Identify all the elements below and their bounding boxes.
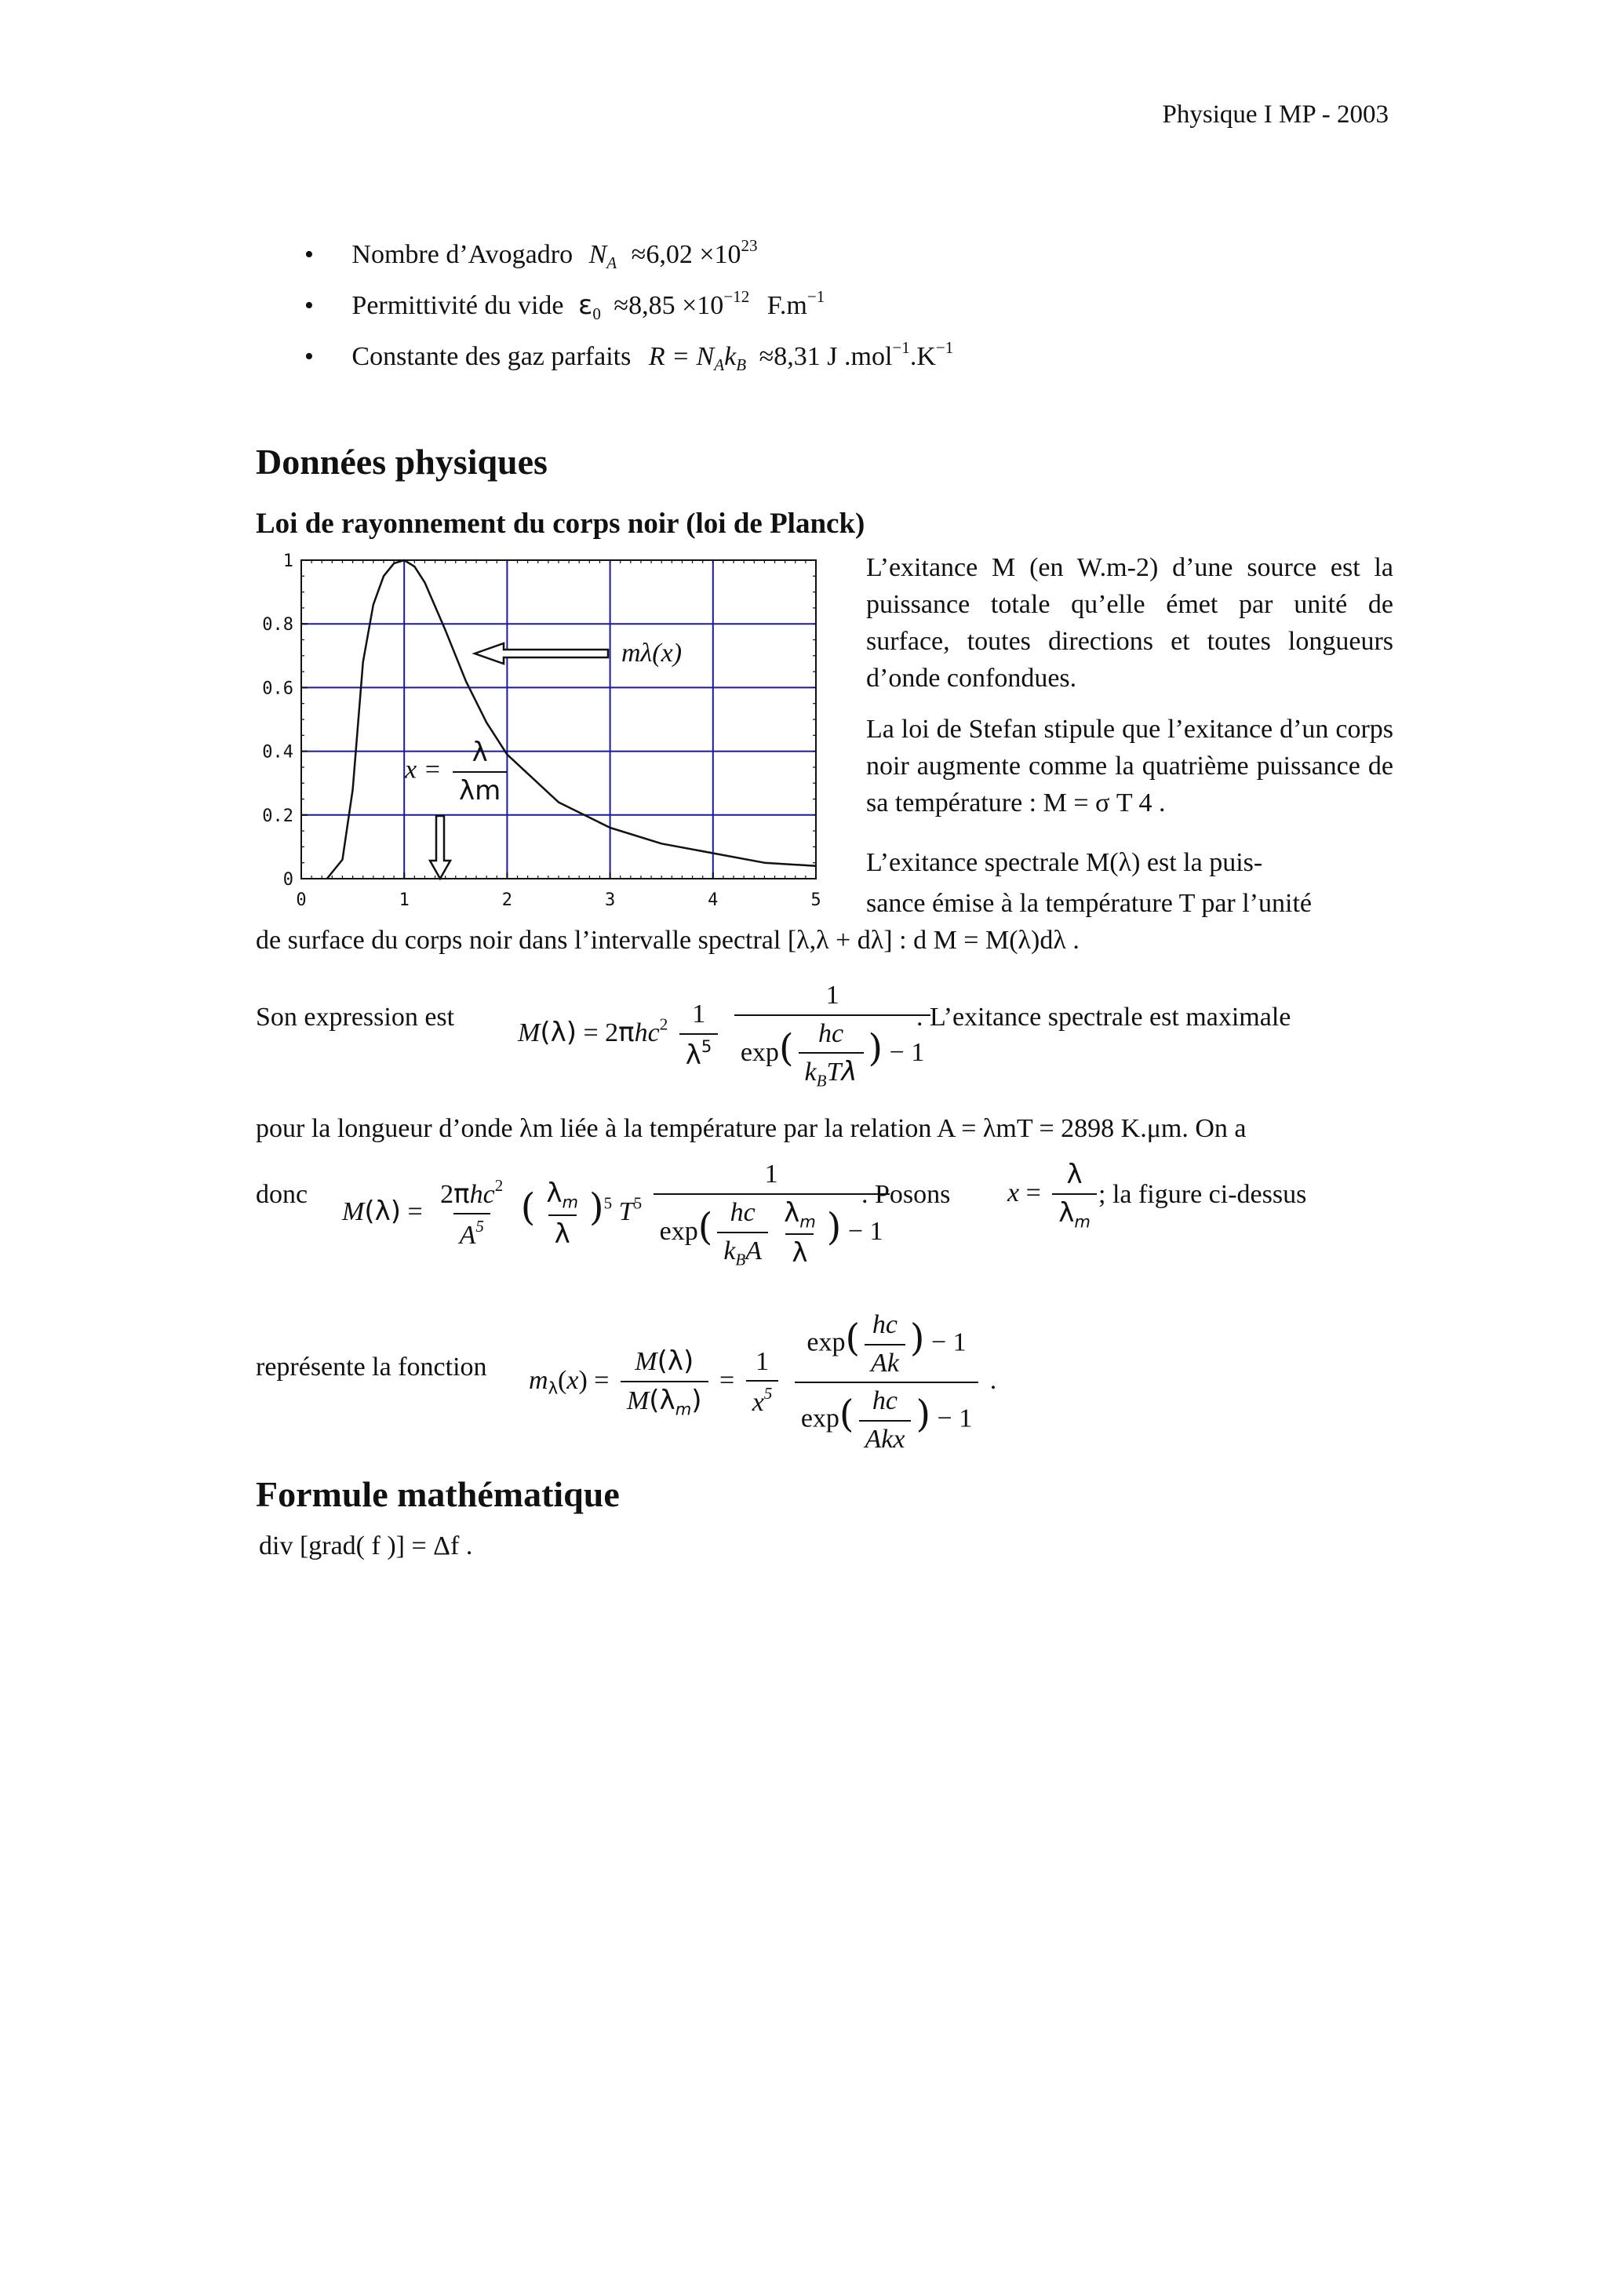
constant-gas: • Constante des gaz parfaits $R = N_Ak_B \approx 8,31$ J $.mol^{-1}.K^{-1}$: [304, 338, 954, 375]
running-header: Physique I MP - 2003: [1162, 100, 1389, 129]
paragraph-exitance: L’exitance M (en W.m-2) d’une source est la puissance totale qu’elle émet par unité de surface, toutes directions et toutes longueurs d’onde confondues.: [866, 553, 1393, 693]
x-tick-label: 4: [708, 890, 719, 910]
x-tick-label: 0: [296, 890, 307, 910]
section-title-math: Formule mathématique: [256, 1474, 620, 1514]
y-tick-label: 0.2: [262, 806, 293, 826]
x-pointer-arrow: [430, 816, 450, 879]
y-tick-label: 0.4: [262, 742, 293, 763]
y-tick-label: 0: [282, 870, 293, 890]
planck-chart: [251, 549, 847, 918]
y-tick-label: 0.8: [262, 615, 293, 635]
section-title-donnees: Données physiques: [256, 442, 548, 482]
x-tick-label: 2: [501, 890, 513, 910]
paragraph-stefan: La loi de Stefan stipule que l’exitance d’un corps noir augmente comme la quatrième puissance de sa température : M = σ T 4 .: [866, 715, 1393, 817]
paragraph-expression-tail: . L’exitance spectrale est maximale: [916, 1003, 1291, 1032]
x-definition-label: x = $\frac{\lambda}{\lambda m}$: [405, 736, 512, 807]
paragraph-posons: . Posons: [861, 1180, 951, 1209]
formula-m-lambda: $m_\lambda(x)$ = $\frac{M(\lambda)}{M(\lambda_m)}$ = $\frac{1}{x^5}$ exp( $\frac{hc}{Ak}$ ) − 1 exp( $\frac{hc}{\text{Akx}}$ ) − 1 .: [529, 1309, 996, 1456]
formula-planck: M(λ) = 2πhc$^2$ $\frac{1}{\lambda^5}$ 1 exp( $\frac{hc}{k_BT\lambda}$ ) − 1: [518, 979, 935, 1091]
paragraph-donc: donc: [256, 1180, 308, 1209]
paragraph-spectral-b: sance émise à la température T par l’unité: [866, 889, 1312, 918]
constant-permittivity: • Permittivité du vide $\varepsilon_0 \approx 8,85 \times 10^{-12}$ $F.m^{-1}$: [304, 287, 825, 324]
y-tick-label: 0.6: [262, 679, 293, 699]
x-tick-label: 5: [810, 890, 821, 910]
paragraph-spectral-a: L’exitance spectrale M(λ) est la puis-: [866, 848, 1263, 877]
curve-pointer-arrow: [475, 643, 608, 664]
constant-avogadro: • Nombre d’Avogadro $N_A \approx 6,02 \times 10^{23}$: [304, 236, 758, 273]
series-line: [327, 560, 816, 879]
paragraph-wien: pour la longueur d’onde λm liée à la température par la relation A = λmT = 2898 K.μm. On a: [256, 1114, 1247, 1143]
x-tick-label: 1: [399, 890, 410, 910]
plot-frame: [301, 560, 816, 879]
subsection-title-planck: Loi de rayonnement du corps noir (loi de Planck): [256, 508, 865, 540]
curve-label: mλ(x): [621, 639, 683, 668]
formula-div-grad: div [grad( f )] = Δf .: [259, 1531, 473, 1560]
paragraph-spectral-c: de surface du corps noir dans l’intervalle spectral [λ,λ + dλ] : d M = M(λ)dλ .: [256, 926, 1080, 955]
paragraph-figure-ref: ; la figure ci-dessus: [1098, 1180, 1307, 1209]
y-tick-label: 1: [282, 552, 293, 571]
paragraph-represente: représente la fonction: [256, 1353, 487, 1382]
paragraph-expression-lead: Son expression est: [256, 1003, 455, 1032]
formula-rewritten: M(λ) = $\frac{2\pi hc^2}{A^5}$ ( $\frac{\lambda_m}{\lambda}$ )$^5$ $T^5$ 1 exp( $\frac{hc}{k_BA}$ $\frac{\lambda_m}{\lambda}$ ) − 1: [342, 1158, 894, 1270]
x-tick-label: 3: [604, 890, 616, 910]
formula-x-def: x = $\frac{\lambda}{\lambda_m}$: [1007, 1158, 1101, 1232]
